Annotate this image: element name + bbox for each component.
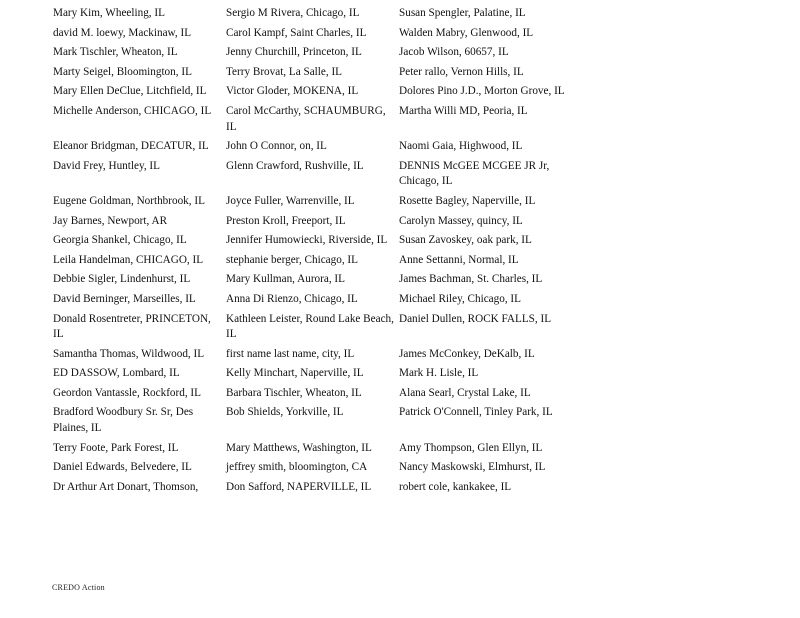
signer-entry: Peter rallo, Vernon Hills, IL — [399, 65, 524, 78]
signer-entry: James Bachman, St. Charles, IL — [399, 273, 543, 286]
signer-entry: Naomi Gaia, Highwood, IL — [399, 140, 523, 153]
signer-list — [53, 6, 583, 495]
signer-entry: Jennifer Humowiecki, Riverside, IL — [226, 234, 388, 247]
signer-entry: Kathleen Leister, Round Lake Beach, IL — [226, 312, 394, 341]
signer-entry: Debbie Sigler, Lindenhurst, IL — [53, 273, 191, 286]
signer-entry: Carolyn Massey, quincy, IL — [399, 214, 523, 227]
signer-entry: Don Safford, NAPERVILLE, IL — [226, 480, 372, 493]
signer-entry: Martha Willi MD, Peoria, IL — [399, 104, 528, 117]
signer-entry: Eugene Goldman, Northbrook, IL — [53, 194, 205, 207]
signer-entry: DENNIS McGEE MCGEE JR Jr, Chicago, IL — [399, 159, 550, 188]
signer-entry: Jacob Wilson, 60657, IL — [399, 46, 509, 59]
signer-entry: Carol McCarthy, SCHAUMBURG, IL — [226, 104, 386, 133]
signer-entry: first name last name, city, IL — [226, 347, 355, 360]
signer-entry: Preston Kroll, Freeport, IL — [226, 214, 346, 227]
signer-entry: Terry Foote, Park Forest, IL — [53, 441, 179, 454]
signer-entry: Mary Ellen DeClue, Litchfield, IL — [53, 85, 207, 98]
signer-entry: Michelle Anderson, CHICAGO, IL — [53, 104, 212, 117]
signer-entry: Walden Mabry, Glenwood, IL — [399, 26, 534, 39]
signer-entry: Jay Barnes, Newport, AR — [53, 214, 168, 227]
signer-entry: robert cole, kankakee, IL — [399, 480, 512, 493]
signer-entry: Mark Tischler, Wheaton, IL — [53, 46, 178, 59]
signer-entry: Bob Shields, Yorkville, IL — [226, 406, 344, 419]
signer-entry: jeffrey smith, bloomington, CA — [226, 461, 368, 474]
signer-entry: Mary Kullman, Aurora, IL — [226, 273, 345, 286]
signer-entry: Mary Kim, Wheeling, IL — [53, 7, 165, 19]
signer-entry: Joyce Fuller, Warrenville, IL — [226, 194, 355, 207]
signer-entry: Marty Seigel, Bloomington, IL — [53, 65, 192, 78]
signer-entry: Michael Riley, Chicago, IL — [399, 292, 521, 305]
signer-entry: david M. loewy, Mackinaw, IL — [53, 26, 192, 39]
signer-entry: Jenny Churchill, Princeton, IL — [226, 46, 362, 59]
signer-entry: Susan Spengler, Palatine, IL — [399, 7, 526, 19]
signer-entry: Susan Zavoskey, oak park, IL — [399, 234, 532, 247]
signer-entry: Dr Arthur Art Donart, Thomson, — [53, 480, 199, 493]
signer-entry: Eleanor Bridgman, DECATUR, IL — [53, 140, 209, 153]
signer-entry: Donald Rosentreter, PRINCETON, IL — [53, 312, 211, 341]
signer-entry: Kelly Minchart, Naperville, IL — [226, 367, 364, 380]
signer-entry: Nancy Maskowski, Elmhurst, IL — [399, 461, 546, 474]
signer-entry: Daniel Edwards, Belvedere, IL — [53, 461, 192, 474]
signer-entry: Mary Matthews, Washington, IL — [226, 441, 372, 454]
signer-entry: Amy Thompson, Glen Ellyn, IL — [399, 441, 543, 454]
signer-entry: Anne Settanni, Normal, IL — [399, 253, 519, 266]
signer-entry: James McConkey, DeKalb, IL — [399, 347, 535, 360]
footer-credit: CREDO Action — [52, 583, 105, 592]
signer-entry: Patrick O'Connell, Tinley Park, IL — [399, 406, 553, 419]
signer-entry: Alana Searl, Crystal Lake, IL — [399, 386, 531, 399]
signer-entry: Samantha Thomas, Wildwood, IL — [53, 347, 205, 360]
signer-entry: John O Connor, on, IL — [226, 140, 327, 153]
signer-entry: Barbara Tischler, Wheaton, IL — [226, 386, 362, 399]
signer-entry: Terry Brovat, La Salle, IL — [226, 65, 343, 78]
signer-entry: David Berninger, Marseilles, IL — [53, 292, 196, 305]
signer-entry: Rosette Bagley, Naperville, IL — [399, 194, 536, 207]
signer-entry: Sergio M Rivera, Chicago, IL — [226, 7, 360, 19]
signer-entry: Dolores Pino J.D., Morton Grove, IL — [399, 85, 565, 98]
signer-entry: Glenn Crawford, Rushville, IL — [226, 159, 364, 172]
signer-entry: ED DASSOW, Lombard, IL — [53, 367, 180, 380]
signer-entry: Geordon Vantassle, Rockford, IL — [53, 386, 201, 399]
signer-entry: Daniel Dullen, ROCK FALLS, IL — [399, 312, 552, 325]
signer-entry: Georgia Shankel, Chicago, IL — [53, 234, 187, 247]
signer-entry: Mark H. Lisle, IL — [399, 367, 479, 380]
signer-entry: stephanie berger, Chicago, IL — [226, 253, 358, 266]
signer-entry: David Frey, Huntley, IL — [53, 159, 160, 172]
signer-entry: Bradford Woodbury Sr. Sr, Des Plaines, IL — [53, 406, 194, 435]
signer-entry: Victor Gloder, MOKENA, IL — [226, 85, 359, 98]
signer-entry: Carol Kampf, Saint Charles, IL — [226, 26, 367, 39]
signer-entry: Anna Di Rienzo, Chicago, IL — [226, 292, 358, 305]
signer-entry: Leila Handelman, CHICAGO, IL — [53, 253, 204, 266]
